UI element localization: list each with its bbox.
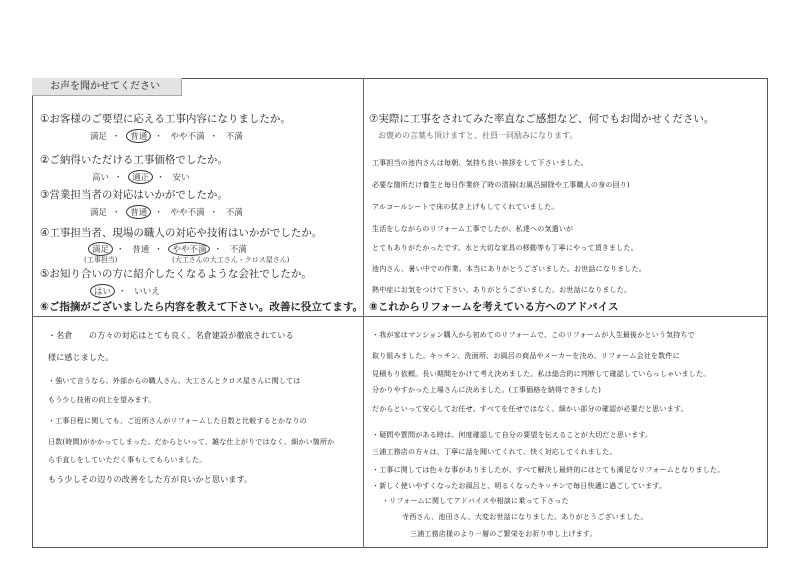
divider	[363, 316, 768, 317]
q8-answer-line: 分かりやすかった上場さんに決めました。(工事価格を納得できました)	[372, 386, 602, 394]
q3-option[interactable]: 満足	[90, 208, 108, 218]
question-4: ④工事担当者、現場の職人の対応や技術はいかがでしたか。	[40, 227, 323, 239]
q8-answer-line: ・工事に関しては色々な事がありましたが、すべて解決し最終的にはとても満足なリフォームとなりました。	[372, 466, 725, 474]
q6-answer-line: 様に感じました。	[48, 353, 114, 362]
question-7: ⑦実際に工事をされてみた率直なご感想など、何でもお聞かせください。	[369, 113, 715, 125]
q8-answer-line: ・疑問や質問がある時は、何度確認して自分の要望を伝えることが大切だと思います。	[372, 431, 653, 439]
column-divider	[363, 78, 364, 548]
q1-option[interactable]: 満足	[90, 132, 108, 142]
q6-answer-line: ・名倉 の方々の対応はとても良く、名倉建設が徹底されている	[48, 331, 294, 340]
q8-answer-line: ・リフォームに関してアドバイスや相談に乗って下さった	[382, 497, 569, 505]
q3-option-selected[interactable]: 普通	[126, 205, 151, 219]
q8-answer-line: 寺西さん、池田さん、大変お世話になりました。ありがとうございました。	[402, 513, 648, 521]
form-header: お声を聞かせてください	[32, 78, 182, 96]
q2-option[interactable]: 安い	[172, 173, 190, 183]
q4-note-b: (大工さんの大工さん・クロス屋さん)	[172, 256, 290, 264]
q2-option[interactable]: 高い	[92, 173, 110, 183]
q1-option-selected[interactable]: 普通	[126, 129, 151, 143]
question-6: ⑥ご指摘がございましたら内容を教えて下さい。改善に役立てます。	[40, 301, 364, 313]
q8-answer-line: 三浦工務店様のより一層のご繁栄をお祈り申し上げます。	[410, 530, 597, 538]
q7-answer-line: 熱中症にお気をつけて下さい。ありがとうございました。お世話になりました。	[372, 286, 632, 294]
q8-answer-line: ・我が家はマンション購入から初めてのリフォームで、このリフォームが人生最後かという気持ちで	[372, 331, 695, 339]
q6-answer-line: 日数(時間)がかかってしまった。だからといって、雑な仕上がりではなく、細かい箇所か	[48, 438, 335, 446]
q4-option-selected[interactable]: 満足	[88, 242, 113, 256]
q4-option[interactable]: 普通	[132, 245, 150, 255]
q3-option[interactable]: 不満	[225, 208, 243, 218]
question-5: ⑤お知り合いの方に紹介したくなるような会社でしたか。	[40, 268, 312, 280]
question-3: ③営業担当者の対応はいかがでしたか。	[40, 189, 228, 201]
q3-options: 満足 ・ 普通 ・ やや不満 ・ 不満	[88, 205, 245, 219]
divider	[32, 316, 363, 317]
q8-answer-line: だからといって安心してお任せ。すべてを任せではなく、細かい部分の確認が必要だと思います。	[372, 405, 688, 413]
q7-answer-line: アルコールシートで床の拭き上げもしてくれていました。	[372, 203, 559, 211]
q5-options: はい ・ いいえ	[90, 284, 162, 298]
q2-option-selected[interactable]: 適正	[128, 170, 153, 184]
q4-option-selected[interactable]: やや不満	[168, 242, 210, 256]
q3-option[interactable]: やや不満	[170, 208, 205, 218]
question-8: ⑧これからリフォームを考えている方へのアドバイス	[369, 301, 619, 313]
q7-answer-line: とてもありがたかったです。水と大切な家具の移動等も丁寧にやって頂きました。	[372, 244, 638, 252]
q6-answer-line: もう少しその辺りの改善をした方が良いかと思います。	[48, 475, 253, 484]
q8-answer-line: 見積もり依頼。長い期間をかけて考え決めました。私は総合的に判断して確認していらっしゃいました。	[372, 370, 711, 378]
question-1: ①お客様のご要望に応える工事内容になりましたか。	[40, 113, 291, 125]
q7-answer-line: 生活をしながらのリフォーム工事でしたが、私達への気遣いが	[372, 225, 574, 233]
question-2: ②ご納得いただける工事価格でしたか。	[40, 154, 228, 166]
question-7-sub: お褒めの言葉も頂けますと、社員一同励みになります。	[378, 131, 578, 140]
q6-answer-line: ・強いて言うなら、外部からの職人さん、大工さんとクロス屋さんに関しては	[48, 377, 301, 385]
q4-note-a: (工事担当)	[84, 256, 118, 264]
q4-options: 満足 ・ 普通 ・ やや不満 ・ 不満	[88, 242, 249, 256]
q7-answer-line: 工事担当の池内さんは毎朝、気持ち良い挨拶をして下さいました。	[372, 159, 588, 167]
q1-option[interactable]: 不満	[225, 132, 243, 142]
q6-answer-line: ・工事日程に関しても、ご近所さんがリフォームした日数と比較するとかなりの	[48, 417, 307, 425]
q4-option[interactable]: 不満	[229, 245, 247, 255]
q8-answer-line: ・新しく使いやすくなったお風呂と、明るくなったキッチンで毎日快適に過ごしています。	[372, 482, 667, 490]
q5-option-selected[interactable]: はい	[90, 284, 115, 298]
q1-options: 満足 ・ 普通 ・ やや不満 ・ 不満	[88, 129, 245, 143]
q7-answer-line: 池内さん、暑い中での作業、本当にありがとうございました。お世話になりました。	[372, 265, 647, 273]
q6-answer-line: もう少し技術の向上を望みます。	[48, 396, 156, 404]
q6-answer-line: ら手直しをしていただく事もしてもらいました。	[48, 456, 207, 464]
q1-option[interactable]: やや不満	[170, 132, 205, 142]
q8-answer-line: 取り組みました。キッチン、洗面所、お風呂の商品やメーカーを決め、リフォーム会社を数件に	[372, 352, 680, 360]
q2-options: 高い ・ 適正 ・ 安い	[90, 170, 191, 184]
q5-option[interactable]: いいえ	[134, 287, 160, 297]
q7-answer-line: 必要な箇所だけ養生と毎日作業終了時の清掃(お風呂掃除や工事職人の身の回り)	[372, 181, 630, 189]
q8-answer-line: 三浦工務店の方々は、丁寧に話を聞いてくれて、快く対応してくれました。	[372, 448, 617, 456]
